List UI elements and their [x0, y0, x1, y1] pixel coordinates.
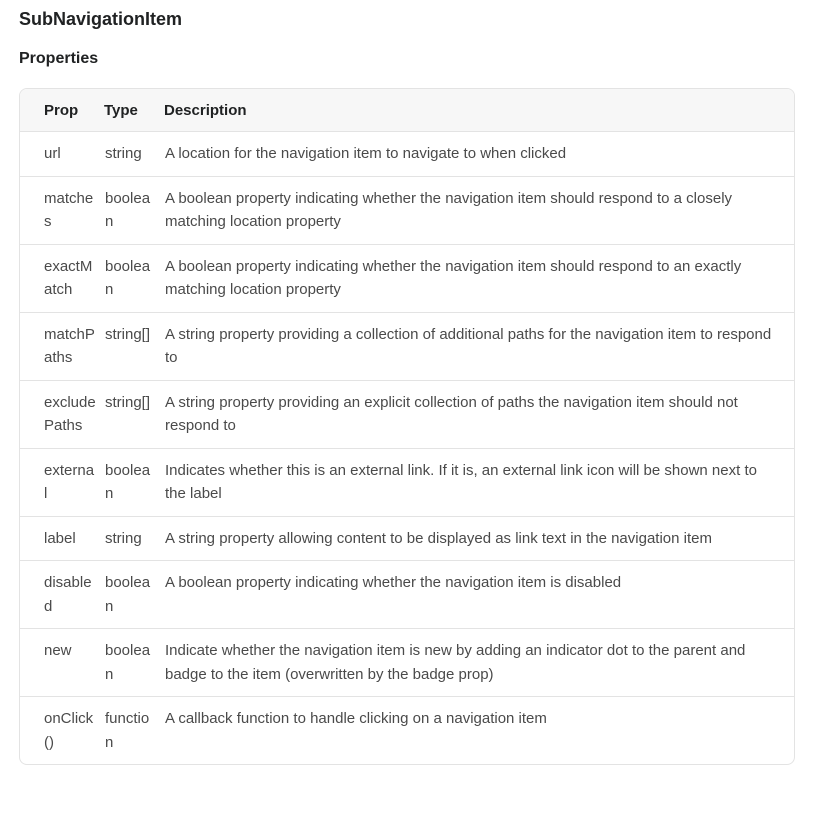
description-cell: A string property providing an explicit collection of paths the navigation item should not respond to	[164, 380, 794, 448]
column-header-type: Type	[104, 89, 164, 132]
type-cell: boolean	[104, 244, 164, 312]
table-row	[20, 448, 794, 516]
description-cell: A boolean property indicating whether the navigation item is disabled	[164, 561, 794, 629]
table-header	[20, 89, 794, 132]
prop-cell: label	[20, 516, 104, 561]
type-cell: function	[105, 710, 150, 751]
type-cell: boolean	[104, 448, 164, 516]
description-cell: Indicate whether the navigation item is new by adding an indicator dot to the parent and badge to the item (overwritten by the badge prop)	[164, 629, 794, 697]
table-body	[20, 132, 794, 765]
table-row	[20, 244, 794, 312]
description-cell: A string property providing a collection of additional paths for the navigation item to respond to	[164, 312, 794, 380]
type-cell: string	[104, 132, 164, 177]
description-cell: A boolean property indicating whether the navigation item should respond to an exactly matching location property	[164, 244, 794, 312]
section-title: Properties	[19, 50, 99, 67]
type-cell: boolean	[104, 561, 164, 629]
type-cell: boolean	[104, 629, 164, 697]
type-cell: string	[104, 516, 164, 561]
column-header-prop: Prop	[20, 89, 104, 132]
type-cell: boolean	[104, 176, 164, 244]
properties-table-container	[19, 88, 795, 765]
description-cell: A callback function to handle clicking on a navigation item	[165, 710, 547, 727]
properties-table	[20, 89, 794, 764]
table-row	[20, 132, 794, 177]
table-row	[20, 380, 794, 448]
column-header-description: Description	[164, 89, 794, 132]
description-cell: A string property allowing content to be displayed as link text in the navigation item	[164, 516, 794, 561]
prop-cell: disabled	[20, 561, 104, 629]
type-cell: string[]	[104, 312, 164, 380]
description-cell: A boolean property indicating whether the navigation item should respond to a closely matching location property	[164, 176, 794, 244]
prop-cell: matchPaths	[20, 312, 104, 380]
table-row	[20, 561, 794, 629]
table-row	[20, 312, 794, 380]
prop-cell: onClick()	[44, 710, 94, 751]
table-row	[20, 516, 794, 561]
prop-cell: external	[20, 448, 104, 516]
prop-cell: excludePaths	[20, 380, 104, 448]
table-row	[20, 629, 794, 697]
prop-cell: new	[20, 629, 104, 697]
table-row	[20, 176, 794, 244]
description-cell: Indicates whether this is an external link. If it is, an external link icon will be shown next to the label	[164, 448, 794, 516]
type-cell: string[]	[104, 380, 164, 448]
prop-cell: exactMatch	[20, 244, 104, 312]
prop-cell: url	[20, 132, 104, 177]
page-title: SubNavigationItem	[19, 9, 183, 29]
table-row	[20, 697, 794, 765]
prop-cell: matches	[20, 176, 104, 244]
description-cell: A location for the navigation item to navigate to when clicked	[164, 132, 794, 177]
table-header-row	[20, 89, 794, 132]
